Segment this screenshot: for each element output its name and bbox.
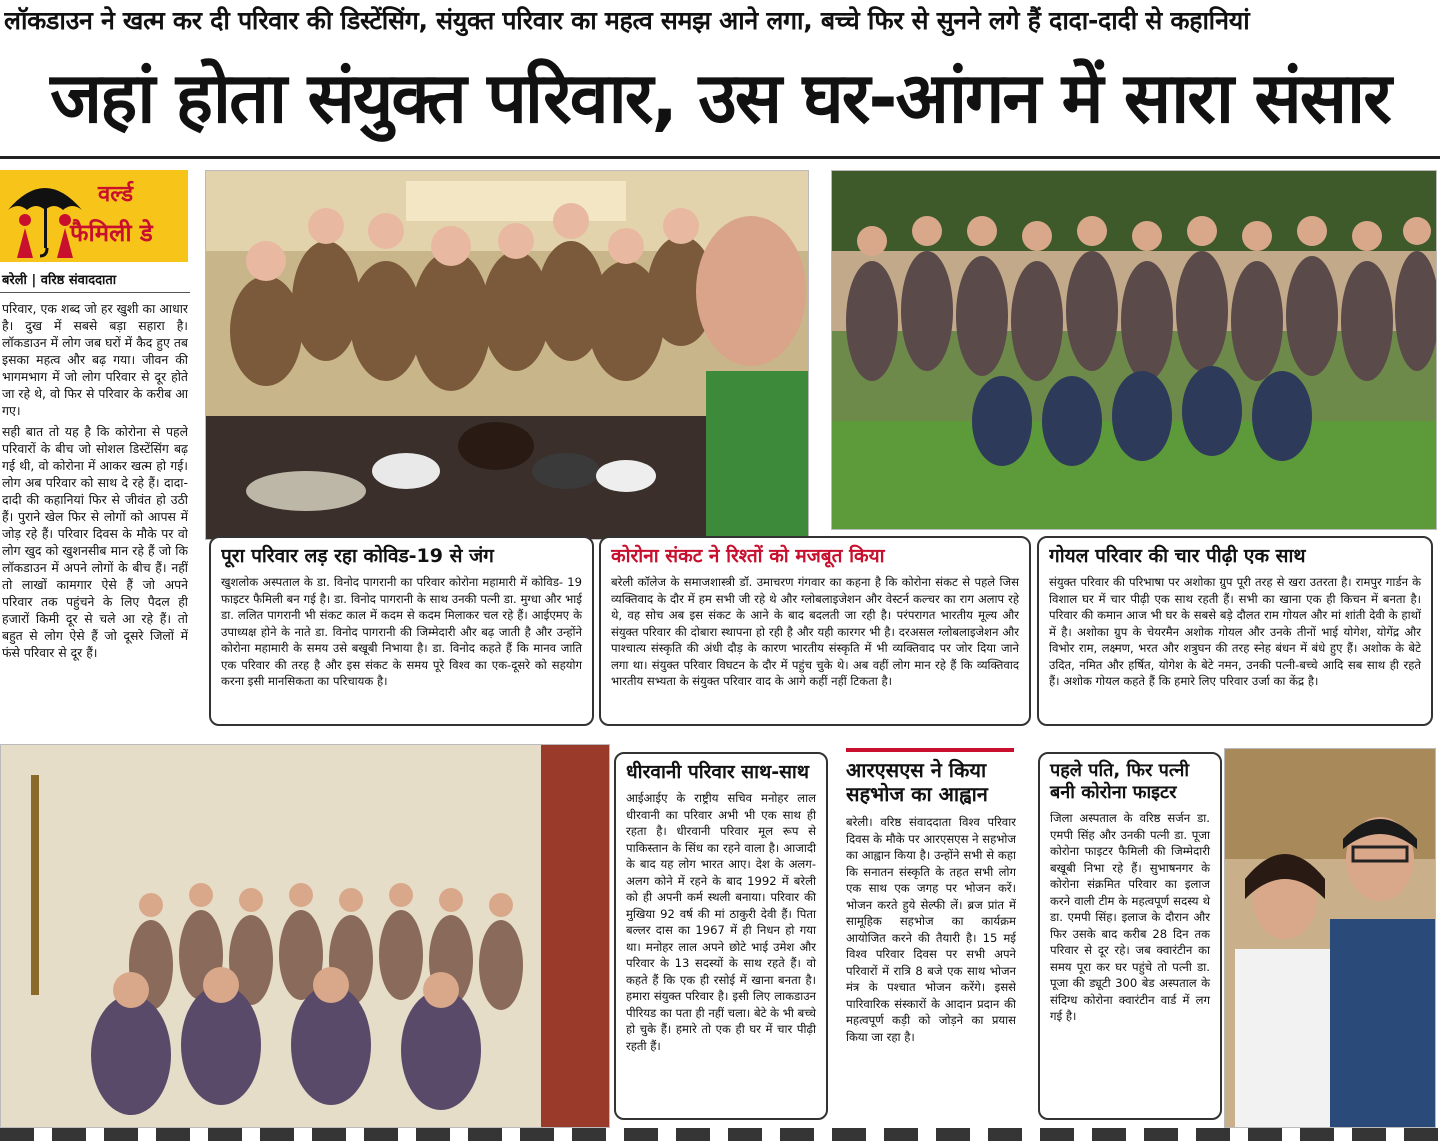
main-headline: जहां होता संयुक्त परिवार, उस घर-आंगन में सारा संसार xyxy=(50,57,1390,139)
story-text-doctor-couple: जिला अस्पताल के वरिष्ठ सर्जन डा. एमपी सिंह और उनकी पत्नी डा. पूजा कोरोना फाइटर फैमिली की जिम्मेदारी बखूबी निभा रहे हैं। सुभाषनगर के कोरोना संक्रमित परिवार का इलाज करने वाली टीम के महत्वपूर्ण सदस्य थे डा. एमपी सिंह। इलाज के दौरान और फिर उसके बाद करीब 28 दिन तक परिवार से दूर रहे। जब क्वारंटीन का समय पूरा कर घर पहुंचे तो पत्नी डा. पूजा की ड्यूटी 300 बेड अस्पताल के संदिग्ध कोरोना क्वारंटीन वार्ड में लग गई है। xyxy=(1050,811,1210,1023)
lead-story-text xyxy=(2,300,188,732)
byline-city: बरेली xyxy=(2,273,27,288)
photo-dhirwani-family xyxy=(0,744,610,1128)
story-title-goyal: गोयल परिवार की चार पीढ़ी एक साथ xyxy=(1049,545,1306,567)
story-title-rss: आरएसएस ने किया सहभोज का आह्वान xyxy=(846,758,988,806)
story-text-relations: बरेली कॉलेज के समाजशास्त्री डॉ. उमाचरण गंगवार का कहना है कि कोरोना संकट से पहले जिस व्यक्तिवाद के दौर में हम सभी जी रहे थे और ग्लोबलाइजेशन और वेस्टर्न कल्चर का राग अलाप रहे थे, वह सोच अब इस संकट के आने के बाद बदलती जा रही है। परंपरागत भारतीय मूल्य और संयुक्त परिवार की दोबारा स्थापना हो रही है और यही कारगर भी है। दरअसल ग्लोबलाइजेशन और पाश्चात्य संस्कृति की अंधी दौड़ के कारण भारतीय संस्कृति में भी व्यक्तिवाद पर जोर दिया जाने लगा था। संयुक्त परिवार विघटन के दौर में पहुंच चुके थे। अब वहीं लोग मान रहे हैं कि व्यक्तिवाद भारतीय सभ्यता के संयुक्त परिवार वाद के आगे कहीं नहीं टिकता है। xyxy=(611,575,1019,688)
lead-paragraph-2: सही बात तो यह है कि कोरोना से पहले परिवारों के बीच जो सोशल डिस्टेंसिंग बढ़ गई थी, वो कोरोना में आकर खत्म हो गई। लोग अब परिवार को साथ दे रहे हैं। दादा-दादी की कहानियां फिर से जीवंत हो उठी हैं। पुराने खेल फिर से लोगों को आपस में जोड़ रहे हैं। परिवार दिवस के मौके पर वो लोग खुद को खुशनसीब मान रहे हैं जो कि लॉकडाउन में अपने लोगों के बीच हैं। नहीं तो लाखों कामगार ऐसे हैं जो अपने परिवार तक पहुंचने के लिए पैदल ही हजारों किमी दूर से चले आ रहे हैं। तो बहुत से लोग ऐसे हैं जो दूसरे जिलों में फंसे परिवार से दूर हैं। xyxy=(2,424,188,660)
story-text-rss: बरेली। वरिष्ठ संवाददाता विश्व परिवार दिवस के मौके पर आरएसएस ने सहभोज का आह्वान किया है। उन्होंने सभी से कहा कि सनातन संस्कृति के तहत सभी लोग एक साथ एक जगह पर भोजन करें। भोजन करते हुये सेल्फी लें। ब्रज प्रांत में सामूहिक सहभोज का कार्यक्रम आयोजित करने की तैयारी है। 15 मई विश्व परिवार दिवस पर सभी अपने परिवारों में रात्रि 8 बजे एक साथ भोजन मंत्र के पश्चात भोजन करेंगे। इससे पारिवारिक संस्कारों के आदान प्रदान की महत्वपूर्ण कड़ी को जोड़ने का प्रयास किया जा रहा है। xyxy=(846,815,1016,1044)
story-title-pagrani: पूरा परिवार लड़ रहा कोविड-19 से जंग xyxy=(221,545,494,567)
world-family-day-badge xyxy=(0,170,188,262)
byline: बरेली | वरिष्ठ संवाददाता xyxy=(2,273,117,288)
badge-line2: फैमिली डे xyxy=(70,219,153,247)
badge-line1: वर्ल्ड xyxy=(98,182,134,207)
story-title-dhirwani: धीरवानी परिवार साथ-साथ xyxy=(626,761,809,783)
story-text-dhirwani: आईआईए के राष्ट्रीय सचिव मनोहर लाल धीरवानी का परिवार अभी भी एक साथ ही रहता है। धीरवानी परिवार मूल रूप से पाकिस्तान के सिंध का रहने वाला है। आजादी के बाद यह लोग भारत आए। देश के अलग-अलग कोने में रहने के बाद 1992 में बरेली को ही अपनी कर्म स्थली बनाया। परिवार की मुखिया 92 वर्ष की मां ठाकुरी देवी हैं। पिता बल्लर दास का 1967 में ही निधन हो गया था। मनोहर लाल अपने छोटे भाई उमेश और परिवार के 13 सदस्यों के साथ रहते हैं। वो कहते हैं कि एक ही रसोई में खाना बनता है। हमारा संयुक्त परिवार है। इसी लिए लाकडाउन पीरियड का पता ही नहीं चला। बेटे के भी बच्चे हो चुके हैं। हमारे तो एक ही घर में चार पीढ़ी रहती हैं। xyxy=(626,791,816,1053)
story-title-relations: कोरोना संकट ने रिश्तों को मजबूत किया xyxy=(611,545,885,567)
kicker-headline: लॉकडाउन ने खत्म कर दी परिवार की डिस्टेंसिंग, संयुक्त परिवार का महत्व समझ आने लगा, बच्चे फिर से सुनने लगे हैं दादा-दादी से कहानियां xyxy=(4,6,1250,35)
photo-doctor-couple xyxy=(1224,748,1436,1128)
lead-paragraph-1: परिवार, एक शब्द जो हर खुशी का आधार है। दुख में सबसे बड़ा सहारा है। लॉकडाउन में लोग जब घरों में कैद हुए तब इसका महत्व और बढ़ गया। जीवन की भागमभाग में जो लोग परिवार से दूर होते जा रहे थे, वो फिर से परिवार के करीब आ गए। xyxy=(2,301,188,418)
story-rss xyxy=(846,758,1016,1120)
story-title-doctor-couple: पहले पति, फिर पत्नी बनी कोरोना फाइटर xyxy=(1050,760,1190,803)
story-box-relations xyxy=(599,536,1031,726)
story-box-doctor-couple xyxy=(1038,752,1222,1120)
photo-pagrani-family xyxy=(205,170,809,540)
headline-rule xyxy=(0,156,1440,159)
rss-accent-bar xyxy=(846,748,1014,752)
story-box-dhirwani xyxy=(614,752,828,1120)
story-text-pagrani: खुशलोक अस्पताल के डा. विनोद पागरानी का परिवार कोरोना महामारी में कोविड- 19 फाइटर फैमिली बन गई है। डा. विनोद पागरानी के साथ उनकी पत्नी डा. मुग्धा और भाई डा. ललित पागरानी भी संकट काल में कदम से कदम मिलाकर चल रहे हैं। आईएमए के उपाध्यक्ष होने के नाते डा. विनोद पागरानी की जिम्मेदारी और बढ़ जाती है और उन्होंने कोरोना महामारी के समय उसे बखूबी निभाया है। डा. विनोद कहते हैं कि मानव जाति एक परिवार की तरह है और इस संकट के समय पूरे विश्व का एक-दूसरे को सहयोग करना इसी मानसिकता का परिचायक है। xyxy=(221,575,582,688)
story-box-pagrani xyxy=(209,536,594,726)
photo-goyal-family xyxy=(831,170,1437,530)
byline-rule xyxy=(0,292,190,293)
byline-reporter: वरिष्ठ संवाददाता xyxy=(40,273,117,288)
story-text-goyal: संयुक्त परिवार की परिभाषा पर अशोका ग्रुप पूरी तरह से खरा उतरता है। रामपुर गार्डन के विशाल घर में चार पीढ़ी एक साथ रहती हैं। सभी का खाना एक ही किचन में बनता है। परिवार की कमान आज भी घर के सबसे बड़े दौलत राम गोयल और मां शांती देवी के हाथों में है। अशोका ग्रुप के चेयरमैन अशोक गोयल और उनके तीनों भाई योगेश, योगेंद्र और विभोर राम, लक्ष्मण, भरत और शत्रुघन की तरह स्नेह बंधन में बंधे हुए हैं। अशोक के बेटे उदित, नमित और हर्षित, योगेश के बेटे नमन, उनकी पत्नी-बच्चे आदि सब साथ ही रहते हैं। अशोक गोयल कहते हैं कि हमारे लिए परिवार उर्जा का केंद्र है। xyxy=(1049,575,1421,688)
story-box-goyal xyxy=(1037,536,1433,726)
next-headline-cutoff xyxy=(0,1128,1440,1141)
